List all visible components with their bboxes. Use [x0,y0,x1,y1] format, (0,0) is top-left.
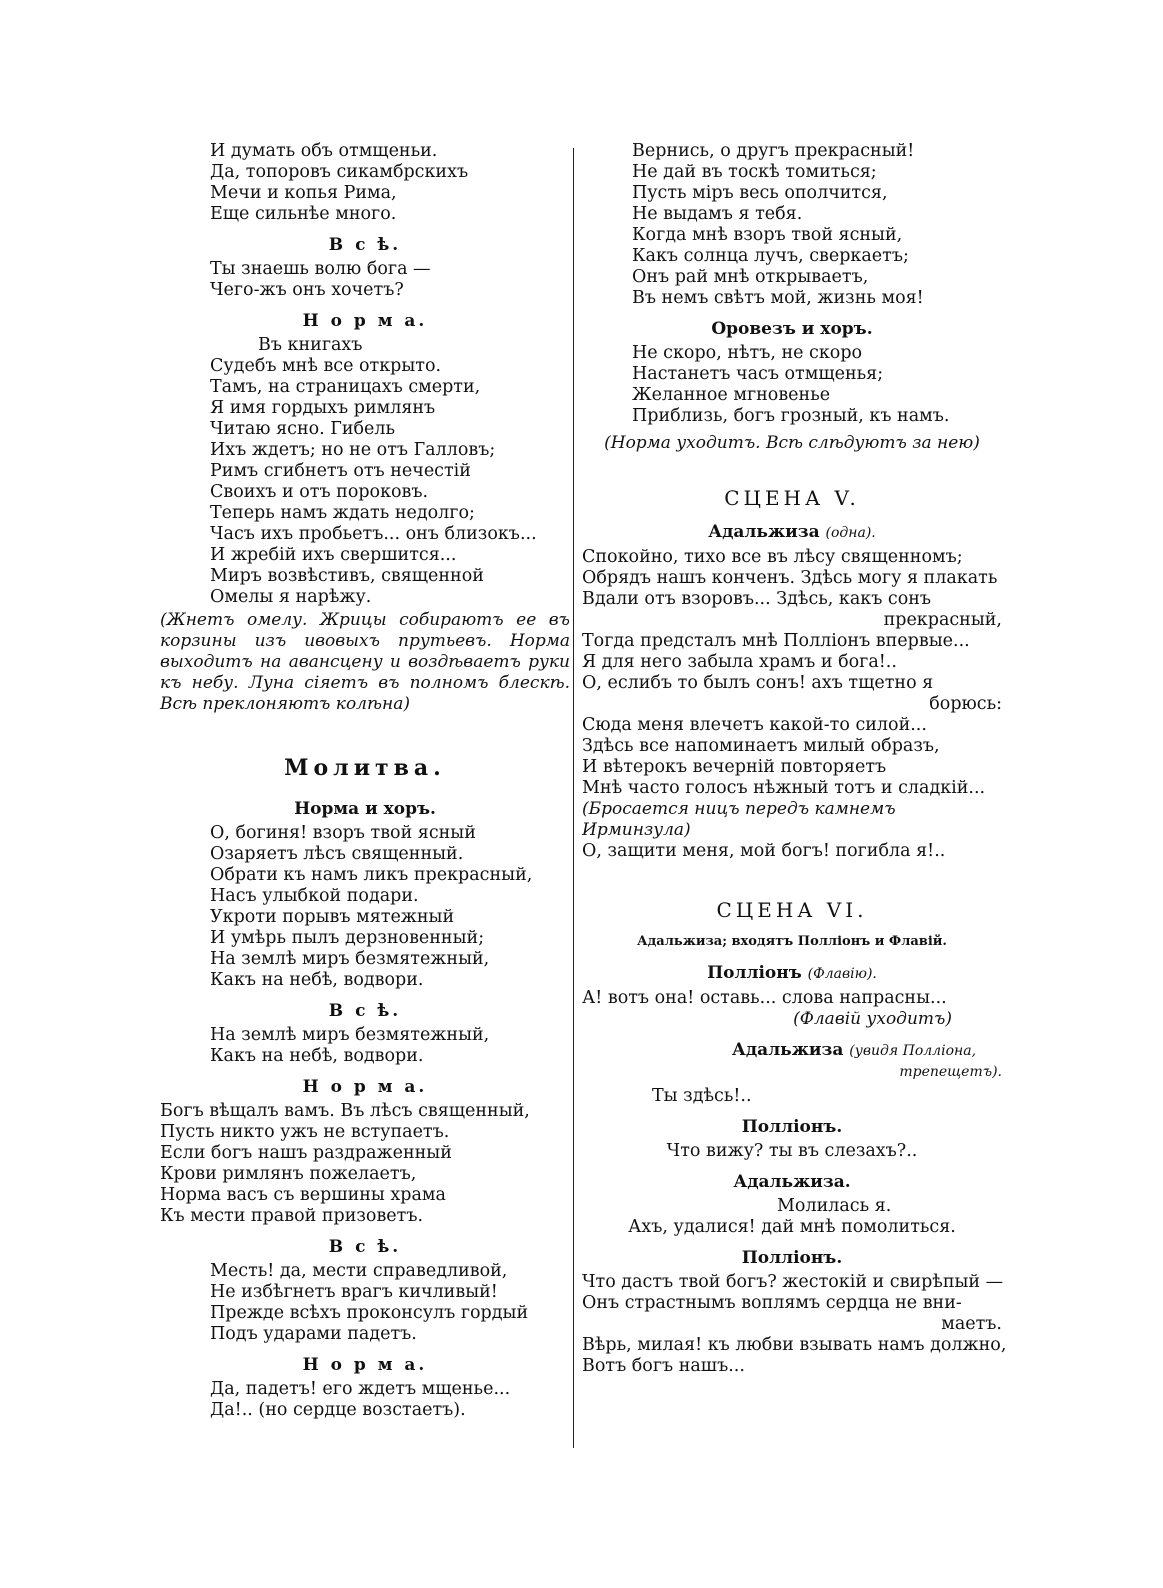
verse-line: Спокойно, тихо все въ лѣсу священномъ; [582,547,963,567]
verse-line: Судебъ мнѣ все открыто. [210,356,442,376]
verse-line: Да, падетъ! его ждетъ мщенье... [210,1379,511,1399]
verse-line: Не дай въ тоскѣ томиться; [632,162,877,182]
verse-block [160,1101,570,1227]
verse-line: Да!.. (но сердце возстаетъ). [210,1400,466,1420]
verse-line: Сюда меня влечетъ какой-то силой... [582,715,927,735]
verse-line: Пусть никто ужъ не вступаетъ. [160,1122,450,1142]
stage-direction: (Флавій уходитъ) [793,1009,952,1029]
speaker-heading: Н о р м а. [302,311,428,331]
verse-line: Тамъ, на страницахъ смерти, [210,377,481,397]
verse-line: Какъ на небѣ, водвори. [210,1046,424,1066]
speaker-heading: Н о р м а. [302,1077,428,1097]
verse-line: Еще сильнѣе много. [210,204,397,224]
verse-line: Не скоро, нѣтъ, не скоро [632,343,863,363]
speaker-heading: Н о р м а. [302,1355,428,1375]
verse-line: И умѣрь пылъ дерзновенный; [210,928,485,948]
verse-block [160,141,570,225]
verse-line: Укроти порывъ мятежный [210,907,455,927]
verse-line: Приблизь, богъ грозный, къ намъ. [632,406,950,426]
verse-block [160,259,570,301]
verse-line: Обрати къ намъ ликъ прекрасный, [210,865,533,885]
speaker-name: Полліонъ [707,963,802,983]
verse-line: Вотъ богъ нашъ... [582,1356,745,1376]
verse-line: О, еслибъ то былъ сонъ! ахъ тщетно я [582,673,934,693]
speaker-note: трепещетъ). [899,1064,1002,1080]
column-divider [573,148,574,1448]
verse-line: Часъ ихъ пробьетъ... онъ близокъ... [210,524,537,544]
verse-line: И жребій ихъ свершится... [210,545,457,565]
verse-line-continuation: борюсь: [929,694,1002,714]
stage-direction: (Жнетъ омелу. Жрицы собираютъ ее въ корзины изъ ивовыхъ прутьевъ. Норма выходитъ на авансцену и воздѣваетъ руки къ небу. Луна сіяетъ въ полномъ блескѣ. Всѣ преклоняютъ колѣна) [160,610,570,714]
verse-line: И вѣтерокъ вечерній повторяетъ [582,757,887,777]
speaker-heading [582,1040,1002,1083]
verse-block [582,547,1002,799]
verse-block [160,823,570,991]
verse-block [160,1025,570,1067]
verse-line: Своихъ и отъ пороковъ. [210,482,429,502]
verse-line: Миръ возвѣстивъ, священной [210,566,484,586]
speaker-note: (Флавію). [807,966,877,982]
verse-line: О, богиня! взоръ твой ясный [210,823,476,843]
verse-line: Чего-жъ онъ хочетъ? [210,280,404,300]
verse-line: Римъ сгибнетъ отъ нечестій [210,461,471,481]
verse-line: Вернись, о другъ прекрасный! [632,141,915,161]
verse-line: Я для него забыла храмъ и бога!.. [582,652,897,672]
verse-line: Пусть міръ весь ополчится, [632,183,888,203]
verse-line: Въ немъ свѣтъ мой, жизнь моя! [632,288,924,308]
verse-line: Насъ улыбкой подари. [210,886,419,906]
verse-block [582,343,1002,427]
section-title: Молитва. [284,755,446,781]
verse-line: Я имя гордыхъ римлянъ [210,398,436,418]
verse-line: Ты здѣсь!.. [652,1086,752,1106]
speaker-heading: Полліонъ. [741,1117,843,1137]
speaker-name: Адальжиза [708,522,820,542]
speaker-heading: В с ѣ. [328,1237,402,1257]
verse-line: Не избѣгнетъ врагъ кичливый! [210,1282,498,1302]
verse-line: Обрядъ нашъ конченъ. Здѣсь могу я плакать [582,568,998,588]
verse-line: Да, топоровъ сикамбрскихъ [210,162,469,182]
verse-line: Норма васъ съ вершины храма [160,1185,446,1205]
verse-line: Молилась я. [777,1196,892,1216]
right-column [582,141,1007,1377]
verse-line: Здѣсь все напоминаетъ милый образъ, [582,736,940,756]
stage-direction: (Норма уходитъ. Всѣ слѣдуютъ за нею) [604,433,980,453]
verse-block [160,335,570,608]
verse-line: О, защити меня, мой богъ! погибла я!.. [582,841,946,861]
verse-line: Онъ страстнымъ воплямъ сердца не вни- [582,1293,962,1313]
verse-line: Озаряетъ лѣсъ священный. [210,844,464,864]
verse-line: Онъ рай мнѣ открываетъ, [632,267,869,287]
verse-line: Вѣрь, милая! къ любви взывать намъ должно, [582,1335,1007,1355]
verse-line-continuation: маетъ. [941,1314,1002,1334]
verse-line: А! вотъ она! оставь... слова напрасны... [582,988,947,1008]
verse-line: Настанетъ часъ отмщенья; [632,364,884,384]
verse-line: Мнѣ часто голосъ нѣжный тотъ и сладкій... [582,778,986,798]
scene-heading: СЦЕНА VI. [716,898,868,922]
verse-line: Когда мнѣ взоръ твой ясный, [632,225,903,245]
verse-line: Ты знаешь волю бога — [210,259,431,279]
verse-line: Тогда предсталъ мнѣ Полліонъ впервые... [582,631,970,651]
scene-heading: СЦЕНА V. [724,486,860,510]
speaker-heading: В с ѣ. [328,1001,402,1021]
verse-line: Если богъ нашъ раздраженный [160,1143,452,1163]
verse-line: Въ книгахъ [258,335,363,355]
speaker-heading: Полліонъ. [741,1248,843,1268]
verse-line: Мечи и копья Рима, [210,183,397,203]
verse-line: И думать объ отмщеньи. [210,141,438,161]
verse-line: Какъ солнца лучъ, сверкаетъ; [632,246,909,266]
verse-line: На землѣ миръ безмятежный, [210,1025,490,1045]
verse-line: Желанное мгновенье [632,385,831,405]
speaker-heading: Оровезъ и хоръ. [711,319,873,339]
verse-line: Теперь намъ ждать недолго; [210,503,475,523]
verse-block [582,141,1002,309]
verse-block [160,1379,570,1421]
verse-line: Не выдамъ я тебя. [632,204,803,224]
left-column [160,141,570,1421]
verse-line-continuation: прекрасный, [883,610,1002,630]
verse-line: Что дастъ твой богъ? жестокій и свирѣпый — [582,1272,1004,1292]
verse-line: Месть! да, мести справедливой, [210,1261,508,1281]
speaker-heading: Норма и хоръ. [294,799,436,819]
stage-direction: (Бросается ницъ передъ камнемъ Ирминзула) [582,799,896,840]
verse-line: Богъ вѣщалъ вамъ. Въ лѣсъ священный, [160,1101,530,1121]
speaker-heading: Адальжиза. [733,1172,851,1192]
verse-line: Вдали отъ взоровъ... Здѣсь, какъ сонъ [582,589,932,609]
verse-line: Омелы я нарѣжу. [210,587,372,607]
verse-block [582,1272,1007,1377]
speaker-name: Адальжиза [732,1040,844,1060]
scene-cast-note: Адальжиза; входятъ Полліонъ и Флавій. [637,934,947,949]
verse-line: Что вижу? ты въ слезахъ?.. [666,1141,918,1161]
verse-line: Подъ ударами падетъ. [210,1324,417,1344]
verse-line: Ахъ, удалися! дай мнѣ помолиться. [628,1217,956,1237]
speaker-heading: В с ѣ. [328,235,402,255]
verse-line: Къ мести правой призоветъ. [160,1206,424,1226]
verse-line: Какъ на небѣ, водвори. [210,970,424,990]
verse-line: Ихъ ждетъ; но не отъ Галловъ; [210,440,496,460]
speaker-heading [582,963,1002,985]
speaker-note: (одна). [825,525,876,541]
verse-line: Крови римлянъ пожелаетъ, [160,1164,417,1184]
speaker-note: (увидя Полліона, [849,1043,977,1059]
speaker-heading [582,522,1002,544]
verse-line: Прежде всѣхъ проконсулъ гордый [210,1303,529,1323]
verse-block [160,1261,570,1345]
verse-line: Читаю ясно. Гибель [210,419,396,439]
verse-line: На землѣ миръ безмятежный, [210,949,490,969]
